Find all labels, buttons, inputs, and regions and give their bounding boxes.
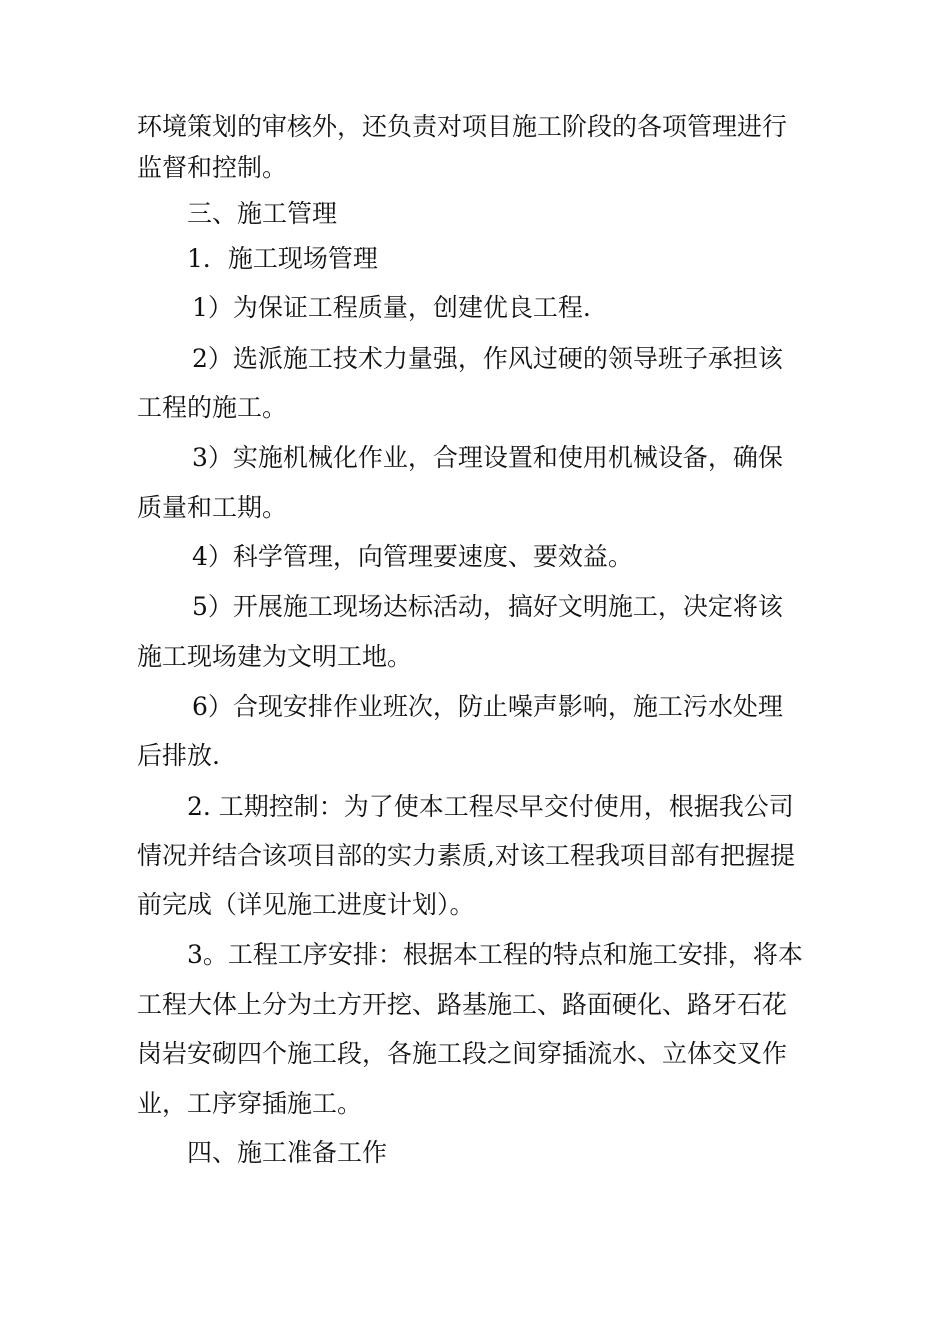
- paragraph-line: 2. 工期控制：为了使本工程尽早交付使用，根据我公司: [187, 792, 794, 821]
- paragraph-line: 业，工序穿插施工。: [137, 1089, 363, 1118]
- list-item-continuation: 工程的施工。: [137, 393, 288, 422]
- paragraph-line: 工程大体上分为土方开挖、路基施工、路面硬化、路牙石花: [137, 990, 788, 1019]
- paragraph-line: 3。工程工序安排：根据本工程的特点和施工安排，将本: [187, 940, 803, 969]
- paragraph-line: 监督和控制。: [137, 153, 288, 182]
- paragraph-line: 前完成（详见施工进度计划）。: [137, 890, 475, 919]
- paragraph-line: 岗岩安砌四个施工段，各施工段之间穿插流水、立体交叉作: [137, 1039, 788, 1068]
- list-item: 6）合现安排作业班次，防止噪声影响，施工污水处理: [192, 692, 783, 721]
- subsection-heading: 1．施工现场管理: [187, 244, 378, 273]
- list-item-continuation: 施工现场建为文明工地。: [137, 642, 413, 671]
- paragraph-line: 情况并结合该项目部的实力素质,对该工程我项目部有把握提: [137, 841, 795, 870]
- list-item: 5）开展施工现场达标活动，搞好文明施工，决定将该: [192, 592, 783, 621]
- section-heading: 四、施工准备工作: [187, 1138, 388, 1167]
- list-item: 4）科学管理，向管理要速度、要效益。: [192, 542, 633, 571]
- list-item-continuation: 后排放.: [137, 741, 220, 770]
- section-heading: 三、施工管理: [187, 199, 338, 228]
- list-item: 1）为保证工程质量，创建优良工程.: [192, 293, 591, 322]
- list-item-continuation: 质量和工期。: [137, 493, 288, 522]
- list-item: 2）选派施工技术力量强，作风过硬的领导班子承担该: [192, 344, 783, 373]
- list-item: 3）实施机械化作业，合理设置和使用机械设备，确保: [192, 443, 783, 472]
- paragraph-line: 环境策划的审核外，还负责对项目施工阶段的各项管理进行: [137, 112, 788, 141]
